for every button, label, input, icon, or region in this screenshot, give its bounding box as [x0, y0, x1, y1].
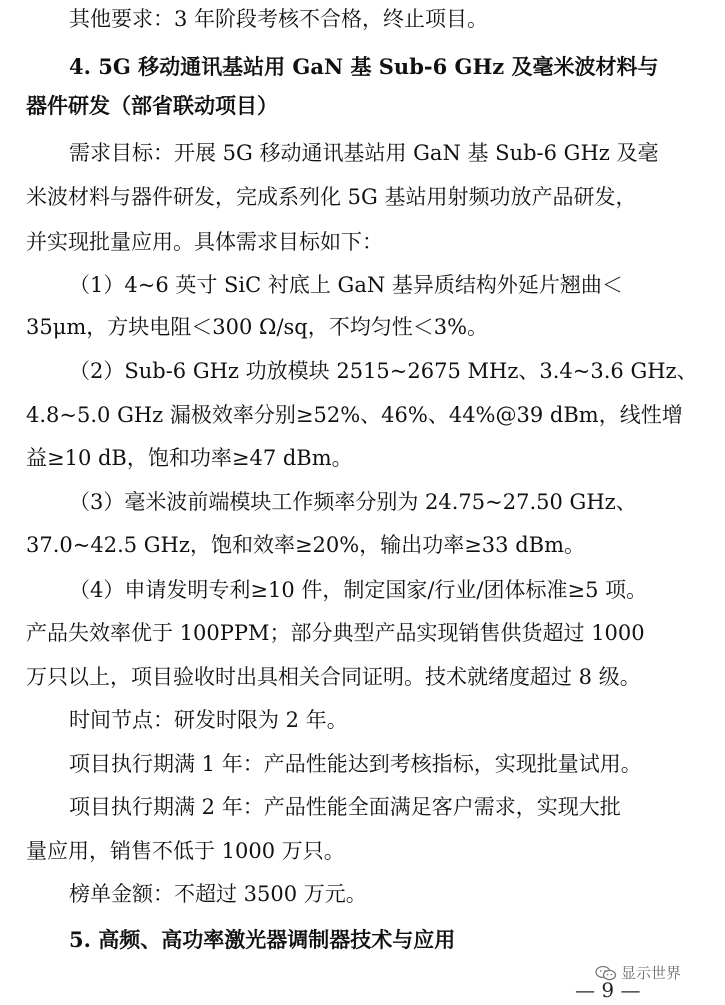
text-line: 榜单金额：不超过 3500 万元。: [69, 882, 367, 906]
text-line: 时间节点：研发时限为 2 年。: [69, 708, 348, 732]
text-line: 万只以上，项目验收时出具相关合同证明。技术就绪度超过 8 级。: [26, 665, 641, 689]
section-heading: 4. 5G 移动通讯基站用 GaN 基 Sub-6 GHz 及毫米波材料与: [69, 54, 659, 79]
list-item: （4）申请发明专利≥10 件，制定国家/行业/团体标准≥5 项。: [69, 578, 648, 602]
text-line: 37.0~42.5 GHz，饱和效率≥20%，输出功率≥33 dBm。: [26, 533, 585, 557]
text-line: 并实现批量应用。具体需求目标如下：: [26, 230, 383, 254]
text-line: 需求目标：开展 5G 移动通讯基站用 GaN 基 Sub-6 GHz 及毫: [69, 141, 659, 165]
text-line: 4.8~5.0 GHz 漏极效率分别≥52%、46%、44%@39 dBm，线性增: [26, 403, 683, 427]
watermark-text: 显示世界: [621, 964, 682, 982]
section-heading-continued: 器件研发（部省联动项目）: [26, 93, 278, 118]
text-line: 量应用，销售不低于 1000 万只。: [26, 839, 345, 863]
text-line: 产品失效率优于 100PPM；部分典型产品实现销售供货超过 1000: [26, 621, 645, 645]
list-item: （2）Sub-6 GHz 功放模块 2515~2675 MHz、3.4~3.6 GHz、: [69, 359, 698, 383]
text-line: 益≥10 dB，饱和功率≥47 dBm。: [26, 446, 353, 470]
text-line: 米波材料与器件研发，完成系列化 5G 基站用射频功放产品研发，: [26, 185, 637, 209]
text-line: 项目执行期满 1 年：产品性能达到考核指标，实现批量试用。: [69, 752, 642, 776]
section-heading: 5. 高频、高功率激光器调制器技术与应用: [69, 927, 456, 952]
text-line: 项目执行期满 2 年：产品性能全面满足客户需求，实现大批: [69, 795, 621, 819]
page-number: — 9 —: [575, 978, 641, 1002]
list-item: （1）4~6 英寸 SiC 衬底上 GaN 基异质结构外延片翘曲＜: [69, 273, 623, 297]
text-line: 35μm，方块电阻＜300 Ω/sq，不均匀性＜3%。: [26, 315, 489, 339]
list-item: （3）毫米波前端模块工作频率分别为 24.75~27.50 GHz、: [69, 490, 637, 514]
text-line: 其他要求：3 年阶段考核不合格，终止项目。: [69, 7, 489, 31]
